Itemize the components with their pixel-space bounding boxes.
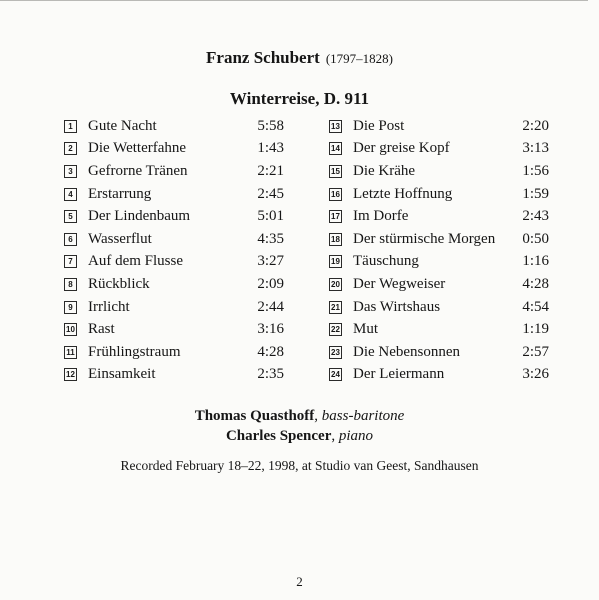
track-number-box: 20 (329, 278, 342, 291)
track-number-box: 5 (64, 210, 77, 223)
track-number-box: 8 (64, 278, 77, 291)
credits (0, 406, 599, 446)
track-number-box: 9 (64, 301, 77, 314)
track-number-box: 11 (64, 346, 77, 359)
performer-role: bass-baritone (321, 408, 405, 424)
track-title: Der stürmische Morgen (353, 230, 496, 247)
track-duration: 2:57 (522, 343, 549, 360)
track-row (329, 273, 549, 296)
track-number-box: 2 (64, 142, 77, 155)
performer-line-2: Charles Spencer, piano (225, 428, 374, 444)
track-row (329, 296, 549, 319)
track-number-box: 13 (329, 120, 342, 133)
track-number-box: 12 (64, 368, 77, 381)
track-row (64, 318, 284, 341)
top-rule (0, 0, 588, 1)
performer-line-1: Thomas Quasthoff, bass-baritone (194, 408, 405, 424)
track-title: Die Krähe (353, 162, 416, 179)
track-row (64, 228, 284, 251)
track-row (329, 183, 549, 206)
track-row (329, 160, 549, 183)
track-duration: 2:21 (257, 162, 284, 179)
track-title: Rückblick (88, 275, 150, 292)
track-row (329, 228, 549, 251)
track-title: Der Leiermann (353, 366, 445, 383)
track-row (64, 296, 284, 319)
track-row (329, 341, 549, 364)
track-title: Mut (353, 321, 379, 338)
track-title: Das Wirtshaus (353, 298, 441, 315)
track-row (329, 318, 549, 341)
track-title: Der greise Kopf (353, 140, 450, 157)
track-number-box: 18 (329, 233, 342, 246)
track-title: Die Wetterfahne (88, 140, 187, 157)
track-duration: 4:28 (522, 275, 549, 292)
track-row (64, 183, 284, 206)
track-number-box: 7 (64, 255, 77, 268)
track-title: Der Lindenbaum (88, 208, 191, 225)
track-duration: 2:09 (257, 275, 284, 292)
track-duration: 4:54 (522, 298, 549, 315)
tracklist-column-right (329, 115, 549, 386)
track-number-box: 19 (329, 255, 342, 268)
track-title: Letzte Hoffnung (353, 185, 453, 202)
track-title: Auf dem Flusse (88, 253, 183, 270)
track-row (64, 115, 284, 138)
composer-dates: (1797–1828) (325, 51, 393, 66)
track-title: Im Dorfe (353, 208, 409, 225)
track-row (329, 364, 549, 387)
track-duration: 0:50 (522, 230, 549, 247)
track-number-box: 1 (64, 120, 77, 133)
track-number-box: 24 (329, 368, 342, 381)
track-number-box: 21 (329, 301, 342, 314)
track-number-box: 22 (329, 323, 342, 336)
track-title: Erstarrung (88, 185, 152, 202)
track-duration: 3:27 (257, 253, 284, 270)
track-title: Wasserflut (88, 230, 152, 247)
track-duration: 3:26 (522, 366, 549, 383)
track-row (64, 138, 284, 161)
track-duration: 5:58 (257, 117, 284, 134)
track-title: Die Post (353, 117, 405, 134)
track-row (329, 205, 549, 228)
performer-name: Thomas Quasthoff (194, 408, 315, 424)
track-duration: 2:20 (522, 117, 549, 134)
track-number-box: 16 (329, 188, 342, 201)
tracklist-column-left (64, 115, 284, 386)
page-number: 2 (296, 574, 303, 589)
track-duration: 1:43 (257, 140, 284, 157)
track-duration: 1:16 (522, 253, 549, 270)
track-duration: 2:35 (257, 366, 284, 383)
track-duration: 4:28 (257, 343, 284, 360)
track-number-box: 23 (329, 346, 342, 359)
track-row (64, 364, 284, 387)
track-title: Gefrorne Tränen (88, 162, 188, 179)
track-number-box: 17 (329, 210, 342, 223)
header (0, 48, 599, 68)
track-title: Die Nebensonnen (353, 343, 461, 360)
composer-name: Franz Schubert (206, 48, 320, 67)
track-duration: 2:44 (257, 298, 284, 315)
track-title: Einsamkeit (88, 366, 156, 383)
track-number-box: 14 (329, 142, 342, 155)
track-number-box: 4 (64, 188, 77, 201)
track-duration: 1:59 (522, 185, 549, 202)
track-row (329, 115, 549, 138)
track-number-box: 6 (64, 233, 77, 246)
track-duration: 1:56 (522, 162, 549, 179)
track-duration: 3:13 (522, 140, 549, 157)
track-row (329, 138, 549, 161)
track-duration: 2:43 (522, 208, 549, 225)
track-duration: 1:19 (522, 321, 549, 338)
track-row (329, 251, 549, 274)
work-title: Winterreise, D. 911 (229, 89, 370, 108)
track-duration: 3:16 (257, 321, 284, 338)
track-title: Täuschung (353, 253, 419, 270)
track-number-box: 15 (329, 165, 342, 178)
track-row (64, 273, 284, 296)
track-row (64, 205, 284, 228)
track-duration: 4:35 (257, 230, 284, 247)
recording-info: Recorded February 18–22, 1998, at Studio van Geest, Sandhausen (120, 458, 479, 473)
track-title: Frühlingstraum (88, 343, 181, 360)
track-title: Der Wegweiser (353, 275, 446, 292)
track-duration: 5:01 (257, 208, 284, 225)
track-number-box: 10 (64, 323, 77, 336)
composer-line (0, 48, 599, 68)
tracklist (64, 115, 549, 386)
track-number-box: 3 (64, 165, 77, 178)
performer-name: Charles Spencer (225, 428, 332, 444)
track-row (64, 160, 284, 183)
track-title: Rast (88, 321, 115, 338)
performer-role: piano (338, 428, 374, 444)
track-duration: 2:45 (257, 185, 284, 202)
track-row (64, 251, 284, 274)
track-title: Gute Nacht (88, 117, 157, 134)
track-title: Irrlicht (88, 298, 130, 315)
track-row (64, 341, 284, 364)
